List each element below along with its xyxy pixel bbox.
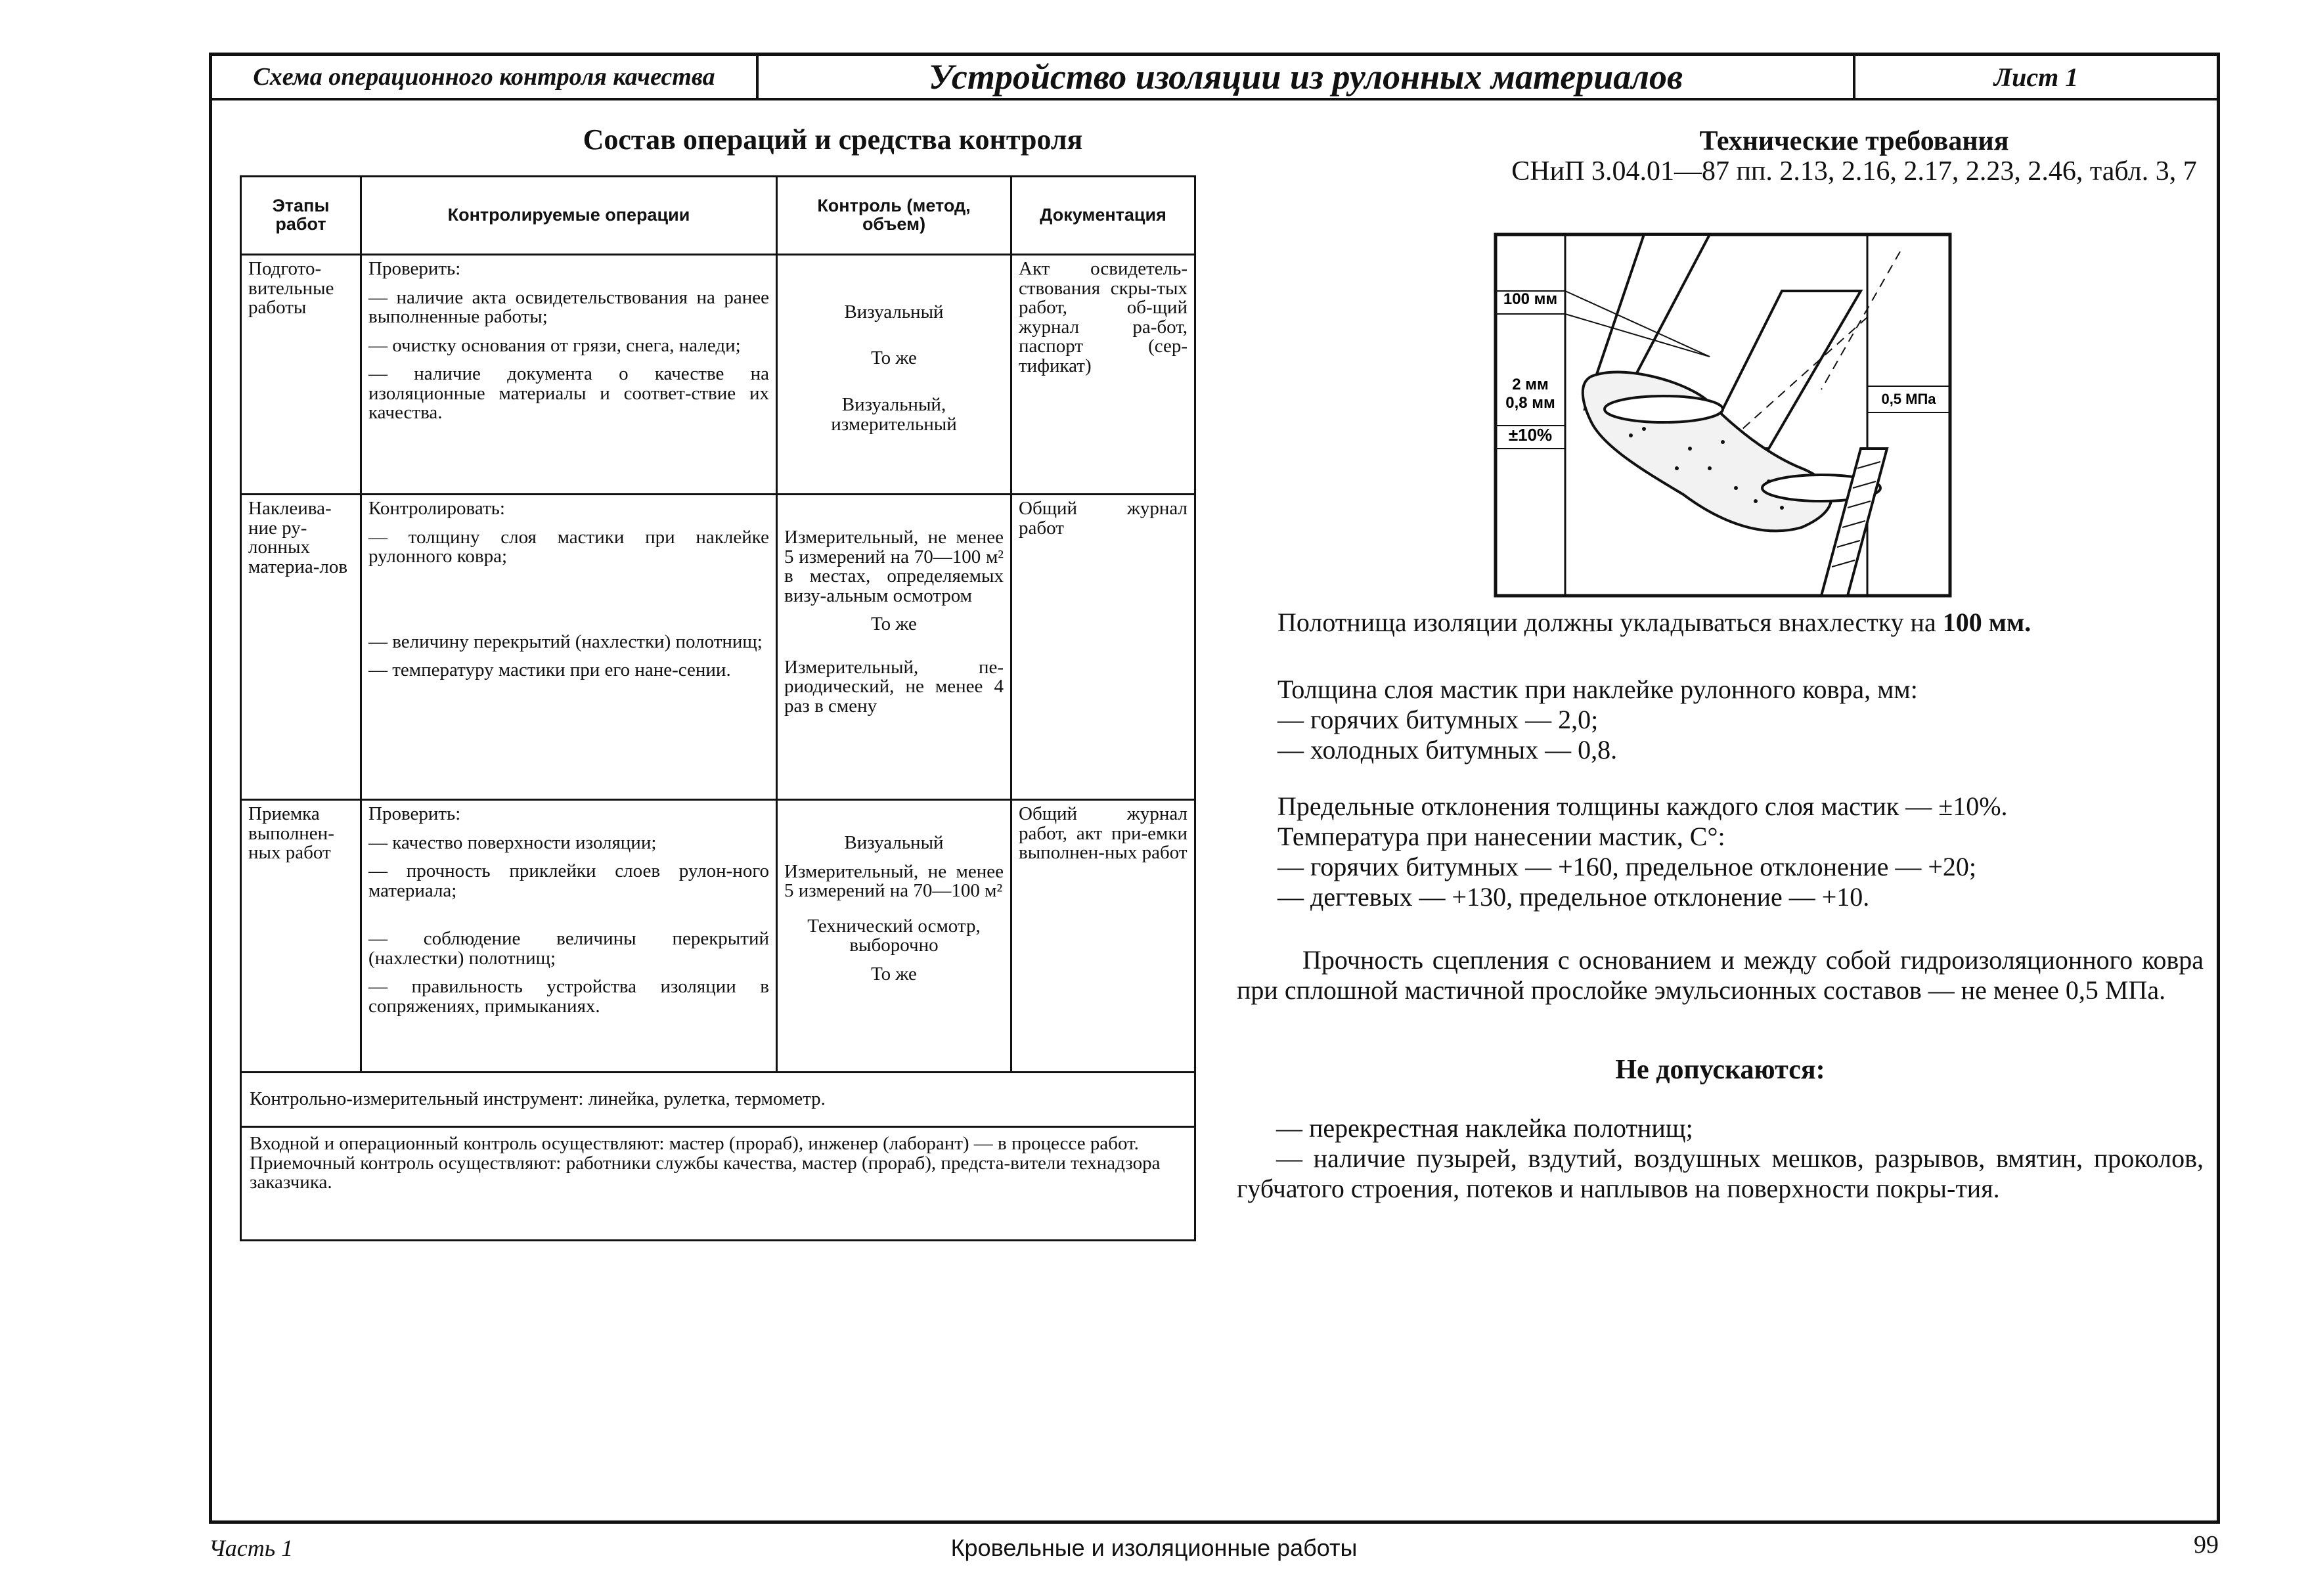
operations-lead: Контролировать: xyxy=(368,498,505,519)
operations-lead: Проверить: xyxy=(368,803,461,824)
operations-table xyxy=(240,175,1196,1241)
responsibility-cell xyxy=(241,1127,1195,1241)
temperature-hot: — горячих битумных — +160, предельное отклонение — +20; xyxy=(1277,852,1977,881)
not-allowed-item: — перекрестная наклейка полотнищ; xyxy=(1276,1113,1693,1143)
label-tolerance: ±10% xyxy=(1508,425,1553,445)
control-item: Измерительный, пе-риодический, не менее 4 раз в смену xyxy=(784,656,1004,717)
label-strength: 0,5 МПа xyxy=(1881,391,1936,407)
operation-item: — соблюдение величины перекрытий (нахлестки) полотнищ; xyxy=(368,928,769,969)
deviation-text: Предельные отклонения толщины каждого слоя мастик — ±10%. xyxy=(1277,791,2008,821)
label-thick-hot: 2 мм xyxy=(1512,376,1549,393)
col-header-control: Контроль (метод, объем) xyxy=(777,177,1011,255)
operation-item: — величину перекрытий (нахлестки) полотнищ; xyxy=(368,631,763,652)
not-allowed-item: — наличие пузырей, вздутий, воздушных мешков, разрывов, вмятин, проколов, губчатого строения, потеков и наплывов на поверхности покры-тия. xyxy=(1237,1143,2204,1203)
overlap-requirement xyxy=(1277,608,2244,638)
operation-item: — наличие акта освидетельствования на ранее выполненные работы; xyxy=(368,286,769,328)
control-item: То же xyxy=(871,613,917,635)
docs-cell: Общий журнал работ xyxy=(1011,495,1195,800)
operation-item: — правильность устройства изоляции в сопряжениях, примыканиях. xyxy=(368,976,769,1017)
operation-item: — температуру мастики при его нане-сении. xyxy=(368,659,731,681)
title-block xyxy=(212,56,2217,100)
control-cell xyxy=(777,495,1011,800)
operation-item: — толщину слоя мастики при наклейке рулонного ковра; xyxy=(368,526,769,567)
operations-lead: Проверить: xyxy=(368,258,461,279)
thickness-block xyxy=(1277,675,2244,765)
table-row xyxy=(241,495,1195,800)
col-header-stage: Этапы работ xyxy=(241,177,361,255)
control-item: Визуальный xyxy=(844,301,944,322)
page-frame xyxy=(209,53,2220,1524)
label-overlap: 100 мм xyxy=(1503,290,1558,308)
operations-title: Состав операций и средства контроля xyxy=(583,123,1083,156)
control-cell xyxy=(777,800,1011,1073)
header-title: Устройство изоляции из рулонных материалов xyxy=(759,56,1855,98)
strength-requirement xyxy=(1237,945,2204,1006)
operations-cell xyxy=(361,495,777,800)
control-item: Измерительный, не менее 5 измерений на 70—100 м² в местах, определяемых визу-альным осмотром xyxy=(784,527,1004,606)
control-item: Технический осмотр, выборочно xyxy=(807,915,981,956)
temperature-title: Температура при нанесении мастик, С°: xyxy=(1277,822,1725,851)
page-number: 99 xyxy=(2194,1531,2219,1559)
strength-text: Прочность сцепления с основанием и между собой гидроизоляционного ковра при сплошной мастичной прослойке эмульсионных составов — не менее 0,5 МПа. xyxy=(1237,945,2204,1005)
temperature-block xyxy=(1277,791,2244,912)
footer-part: Часть 1 xyxy=(209,1535,294,1561)
operation-item: — прочность приклейки слоев рулон-ного материала; xyxy=(368,860,769,901)
table-row xyxy=(241,800,1195,1073)
stage-cell: Подгото-вительные работы xyxy=(241,255,361,495)
overlap-text: Полотнища изоляции должны укладываться внахлестку на xyxy=(1277,608,1943,637)
operation-item: — наличие документа о качестве на изоляционные материалы и соответ-ствие их качества. xyxy=(368,363,769,424)
table-header-row xyxy=(241,177,1195,255)
table-row xyxy=(241,1127,1195,1241)
responsibility-operational: Входной и операционный контроль осуществляют: мастер (прораб), инженер (лаборант) — в процессе работ. xyxy=(250,1133,1139,1154)
thickness-cold: — холодных битумных — 0,8. xyxy=(1277,735,1618,765)
operations-cell xyxy=(361,255,777,495)
control-cell xyxy=(777,255,1011,495)
responsibility-acceptance: Приемочный контроль осуществляют: работники службы качества, мастер (прораб), предста-вители технадзора заказчика. xyxy=(250,1152,1161,1193)
label-thick-cold: 0,8 мм xyxy=(1505,394,1555,412)
table-row xyxy=(241,255,1195,495)
col-header-docs: Документация xyxy=(1011,177,1195,255)
control-item: То же xyxy=(871,963,917,985)
overlap-value: 100 мм. xyxy=(1942,608,2031,637)
col-header-operations: Контролируемые операции xyxy=(361,177,777,255)
control-item: Измерительный, не менее 5 измерений на 70—100 м² xyxy=(784,860,1004,902)
control-item: Визуальный xyxy=(844,832,944,853)
footer-section-title: Кровельные и изоляционные работы xyxy=(950,1534,1358,1561)
docs-cell: Акт освидетель-ствования скры-тых работ, об-щий журнал ра-бот, паспорт (сер-тификат) xyxy=(1011,255,1195,495)
header-sheet: Лист 1 xyxy=(1993,62,2079,92)
docs-cell: Общий журнал работ, акт при-емки выполнен-ных работ xyxy=(1011,800,1195,1073)
header-scheme-label: Схема операционного контроля качества xyxy=(212,56,759,98)
temperature-tar: — дегтевых — +130, предельное отклонение — +10. xyxy=(1277,882,1870,912)
tech-req-title: Технические требования xyxy=(1699,126,2009,156)
stage-cell: Приемка выполнен-ных работ xyxy=(241,800,361,1073)
instrument-cell: Контрольно-измерительный инструмент: линейка, рулетка, термометр. xyxy=(241,1073,1195,1127)
control-item: Визуальный, измерительный xyxy=(831,394,957,435)
snip-reference: СНиП 3.04.01—87 пп. 2.13, 2.16, 2.17, 2.23, 2.46, табл. 3, 7 xyxy=(1511,156,2197,187)
stage-cell: Наклеива-ние ру-лонных материа-лов xyxy=(241,495,361,800)
roll-edge xyxy=(1605,396,1723,422)
insulation-diagram xyxy=(1493,232,1953,600)
not-allowed-title: Не допускаются: xyxy=(1615,1055,1825,1085)
not-allowed-list xyxy=(1237,1113,2204,1204)
thickness-hot: — горячих битумных — 2,0; xyxy=(1277,705,1599,734)
control-item: То же xyxy=(871,347,917,368)
operation-item: — очистку основания от грязи, снега, наледи; xyxy=(368,334,741,356)
operation-item: — качество поверхности изоляции; xyxy=(368,831,657,853)
table-row xyxy=(241,1073,1195,1127)
operations-cell xyxy=(361,800,777,1073)
thickness-title: Толщина слоя мастик при наклейке рулонного ковра, мм: xyxy=(1277,675,1918,704)
